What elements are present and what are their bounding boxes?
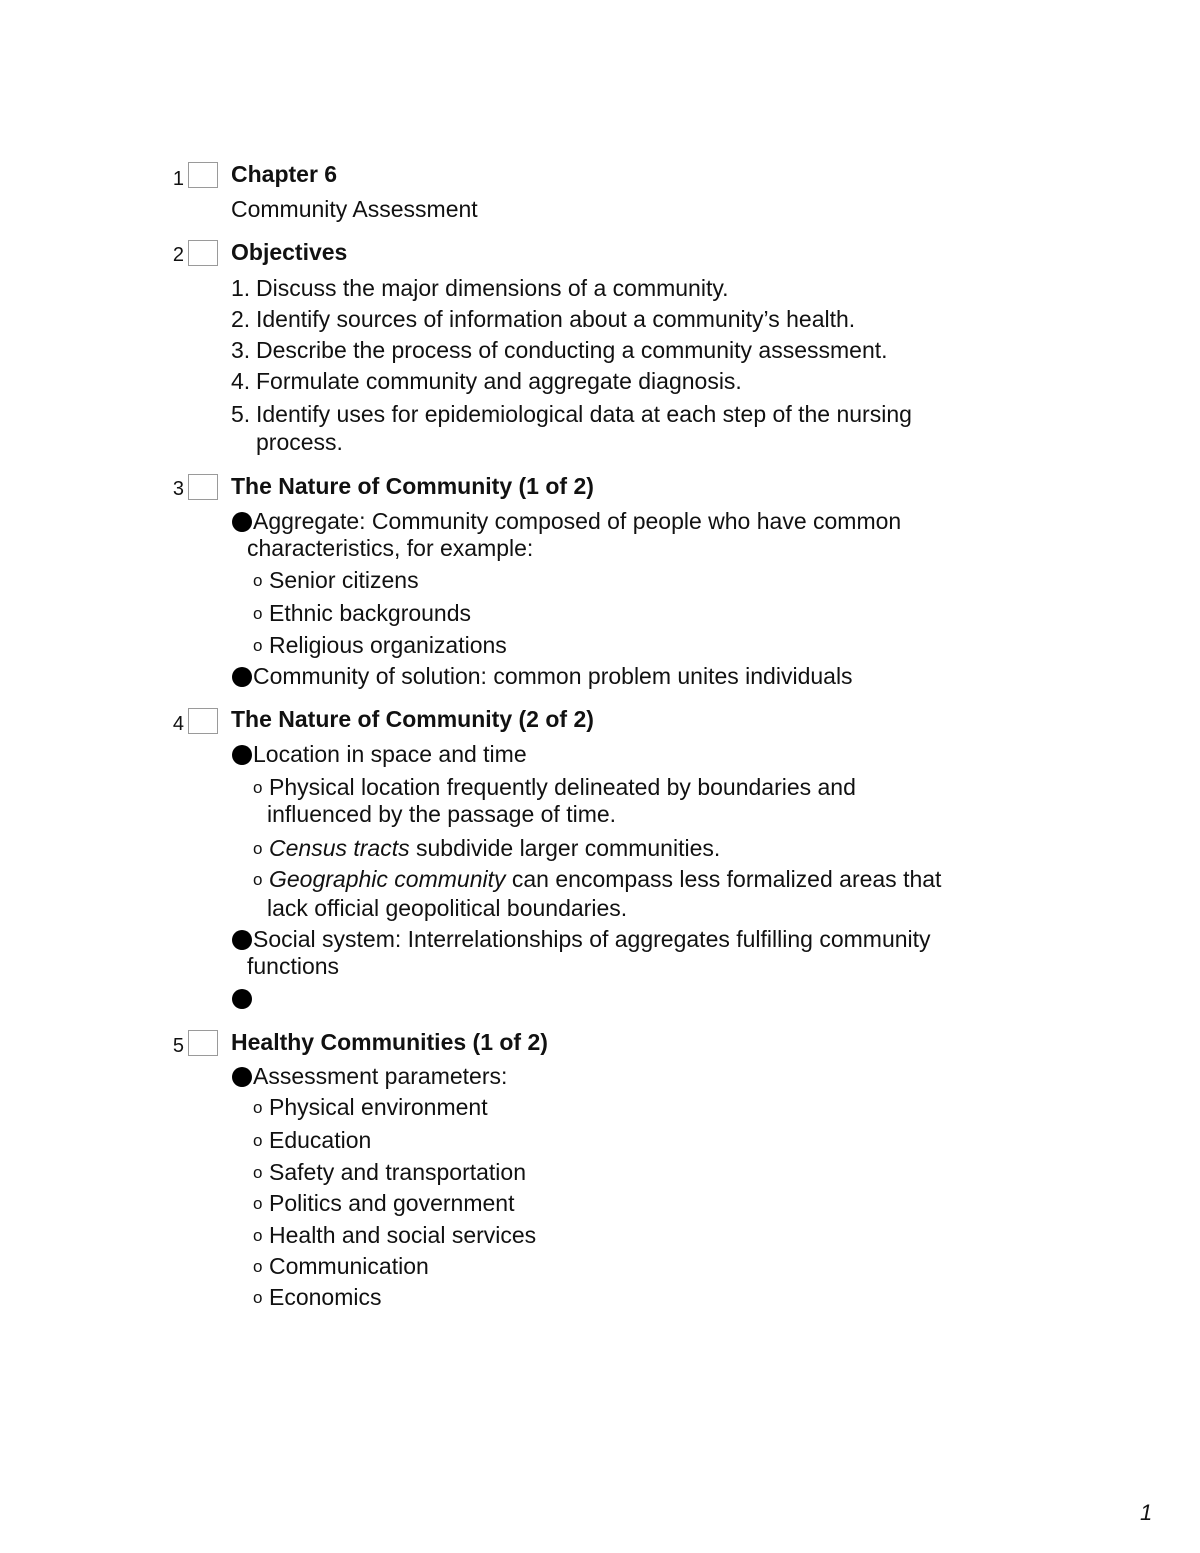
bullet-dot-icon (232, 745, 252, 765)
sub-bullet-text: Health and social services (269, 1222, 537, 1248)
list-item: Formulate community and aggregate diagnosis. (256, 368, 742, 394)
sub-bullet-continuation: lack official geopolitical boundaries. (267, 895, 628, 921)
sub-bullet-icon: o (253, 571, 263, 590)
sub-bullet-icon: o (253, 1163, 263, 1182)
slide-title: Objectives (231, 239, 348, 265)
slide-number: 3 (172, 478, 184, 500)
bullet-continuation: characteristics, for example: (247, 535, 534, 561)
sub-bullet-text: Physical environment (269, 1094, 488, 1120)
list-number: 5. (231, 401, 251, 427)
sub-bullet-text: Economics (269, 1284, 382, 1310)
page-number: 1 (1140, 1500, 1153, 1525)
bullet-text: Community of solution: common problem unites individuals (253, 663, 853, 689)
sub-bullet-icon: o (253, 839, 263, 858)
slide-subtitle: Community Assessment (231, 196, 478, 222)
slide-title: Chapter 6 (231, 161, 338, 187)
bullet-text: Social system: Interrelationships of aggregates fulfilling community (253, 926, 931, 952)
slide-thumbnail[interactable] (188, 162, 218, 188)
slide-thumbnail[interactable] (188, 708, 218, 734)
sub-bullet-icon: o (253, 870, 263, 889)
sub-bullet-text: Religious organizations (269, 632, 507, 658)
slide-number: 2 (172, 244, 184, 266)
bullet-dot-icon (232, 930, 252, 950)
sub-bullet-text (269, 835, 720, 862)
bullet-dot-icon (232, 1067, 252, 1087)
slide-title: Healthy Communities (1 of 2) (231, 1029, 548, 1055)
sub-bullet-icon: o (253, 1288, 263, 1307)
bullet-dot-icon (232, 667, 252, 687)
sub-bullet-text: Ethnic backgrounds (269, 600, 472, 626)
sub-bullet-text: Senior citizens (269, 567, 419, 593)
sub-bullet-icon: o (253, 636, 263, 655)
sub-bullet-rest: subdivide larger communities. (409, 835, 721, 861)
list-number: 3. (231, 337, 251, 363)
bullet-text: Assessment parameters: (253, 1063, 508, 1089)
slide-title: The Nature of Community (1 of 2) (231, 473, 594, 499)
list-number: 1. (231, 275, 251, 301)
list-item: Identify uses for epidemiological data at each step of the nursing (256, 401, 912, 427)
slide-title: The Nature of Community (2 of 2) (231, 706, 594, 732)
bullet-text: Aggregate: Community composed of people who have common (253, 508, 902, 534)
emphasis-term: Census tracts (269, 835, 410, 861)
slide-thumbnail[interactable] (188, 240, 218, 266)
sub-bullet-icon: o (253, 1257, 263, 1276)
emphasis-term: Geographic community (269, 866, 506, 892)
list-number: 2. (231, 306, 251, 332)
list-number: 4. (231, 368, 251, 394)
sub-bullet-icon: o (253, 778, 263, 797)
list-item-continuation: process. (256, 429, 343, 455)
slide-number: 5 (172, 1035, 184, 1057)
bullet-continuation: functions (247, 953, 340, 979)
bullet-text: Location in space and time (253, 741, 527, 767)
bullet-dot-icon (232, 989, 252, 1009)
sub-bullet-text: Education (269, 1127, 372, 1153)
list-item: Identify sources of information about a community’s health. (256, 306, 856, 332)
list-item: Describe the process of conducting a community assessment. (256, 337, 888, 363)
sub-bullet-text: Safety and transportation (269, 1159, 526, 1185)
sub-bullet-continuation: influenced by the passage of time. (267, 801, 617, 827)
sub-bullet-icon: o (253, 1194, 263, 1213)
sub-bullet-text (269, 866, 941, 893)
sub-bullet-icon: o (253, 1226, 263, 1245)
bullet-dot-icon (232, 512, 252, 532)
sub-bullet-text: Politics and government (269, 1190, 515, 1216)
slide-number: 1 (172, 168, 184, 190)
sub-bullet-icon: o (253, 1098, 263, 1117)
sub-bullet-icon: o (253, 1131, 263, 1150)
sub-bullet-text: Physical location frequently delineated by boundaries and (269, 774, 856, 800)
sub-bullet-rest: can encompass less formalized areas that (505, 866, 942, 892)
slide-thumbnail[interactable] (188, 474, 218, 500)
list-item: Discuss the major dimensions of a community. (256, 275, 729, 301)
sub-bullet-text: Communication (269, 1253, 429, 1279)
sub-bullet-icon: o (253, 604, 263, 623)
slide-thumbnail[interactable] (188, 1030, 218, 1056)
slide-number: 4 (172, 713, 184, 735)
